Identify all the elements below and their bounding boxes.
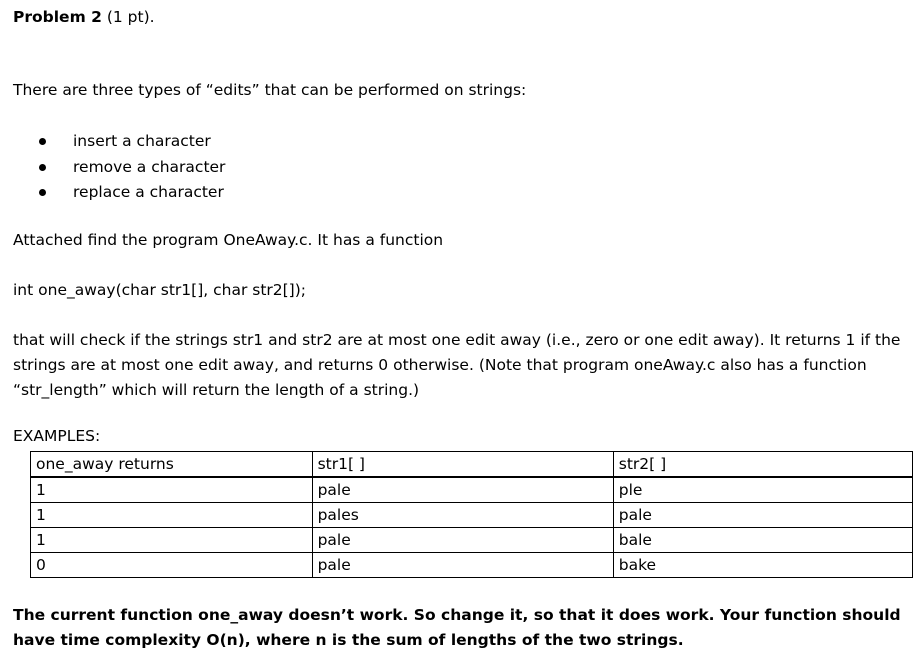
bullet-icon	[39, 138, 46, 145]
table-cell: pale	[312, 528, 613, 553]
table-cell: pale	[312, 477, 613, 503]
list-item-text: insert a character	[73, 132, 211, 150]
table-cell: pales	[312, 503, 613, 528]
table-row	[31, 553, 913, 578]
table-row	[31, 477, 913, 503]
table-cell: pale	[312, 553, 613, 578]
problem-heading	[13, 8, 155, 26]
table-cell: 1	[31, 528, 313, 553]
table-header-row	[31, 452, 913, 478]
instruction-paragraph: The current function one_away doesn’t work. So change it, so that it does work. Your function should have time complexity O(n), where n is the sum of lengths of the two strings.	[13, 606, 901, 649]
table-cell: bake	[613, 553, 912, 578]
function-signature: int one_away(char str1[], char str2[]);	[13, 281, 306, 299]
description-paragraph: that will check if the strings str1 and str2 are at most one edit away (i.e., zero or one edit away). It returns 1 if the strings are at most one edit away, and returns 0 otherwise. (Note that program oneAway.c also has a function “str_length” which will return the length of a string.)	[13, 331, 901, 399]
table-header-cell: str1[ ]	[312, 452, 613, 478]
table-cell: 1	[31, 503, 313, 528]
table-cell: pale	[613, 503, 912, 528]
intro-text: There are three types of “edits” that can be performed on strings:	[13, 81, 527, 99]
table-cell: bale	[613, 528, 912, 553]
table-cell: 0	[31, 553, 313, 578]
attached-text: Attached find the program OneAway.c. It has a function	[13, 231, 444, 249]
table-cell: ple	[613, 477, 912, 503]
table-row	[31, 528, 913, 553]
examples-label: EXAMPLES:	[13, 427, 101, 445]
problem-number: Problem 2	[13, 8, 102, 26]
bullet-icon	[39, 189, 46, 196]
list-item-text: remove a character	[73, 157, 226, 176]
table-row	[31, 503, 913, 528]
bullet-icon	[39, 164, 46, 171]
table-cell: 1	[31, 477, 313, 503]
table-header-cell: str2[ ]	[613, 452, 912, 478]
table-header-cell: one_away returns	[31, 452, 313, 478]
examples-table	[30, 451, 913, 578]
list-item-text: replace a character	[73, 183, 224, 201]
problem-points: (1 pt).	[101, 8, 155, 26]
